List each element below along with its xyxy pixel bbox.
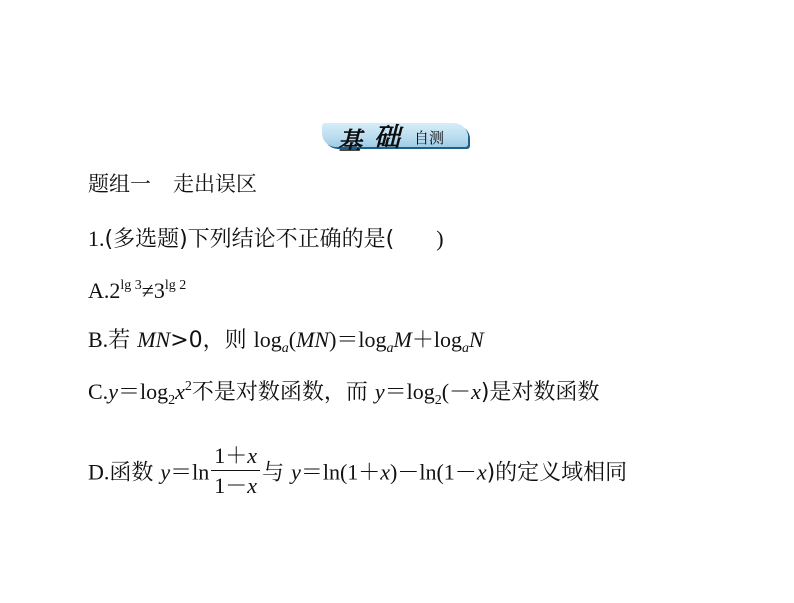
math-ln: )－ln(1－ bbox=[390, 459, 477, 485]
math-var: y bbox=[291, 459, 301, 485]
text: 与 bbox=[262, 460, 292, 486]
math-var: N bbox=[469, 327, 484, 352]
math-var: x bbox=[380, 459, 391, 485]
math-var: x bbox=[476, 459, 487, 485]
math-subscript: 2 bbox=[434, 393, 442, 408]
math-exponent: lg 3 bbox=[120, 278, 142, 293]
math-paren: ( bbox=[288, 327, 297, 352]
text: )是对数函数 bbox=[480, 380, 600, 405]
question-number: 1. bbox=[88, 226, 105, 251]
question-close: ) bbox=[436, 226, 444, 251]
text: >0，则 bbox=[170, 328, 254, 353]
text: 若 bbox=[108, 328, 138, 353]
math-ln: ＝ln(1＋ bbox=[300, 459, 381, 485]
badge-self-test: 自测 bbox=[414, 129, 445, 147]
text: 1＋ bbox=[214, 443, 248, 468]
badge-char-chu: 础 bbox=[374, 123, 401, 153]
heading-group: 题组一 bbox=[88, 172, 151, 196]
math-log: log bbox=[433, 327, 462, 352]
option-c bbox=[88, 380, 599, 408]
option-label: A. bbox=[88, 278, 110, 303]
question-type: (多选题) bbox=[104, 227, 188, 252]
math-log: log bbox=[253, 327, 282, 352]
text: )的定义域相同 bbox=[486, 460, 628, 486]
math-paren: (－ bbox=[441, 379, 472, 404]
math-var: MN bbox=[137, 327, 171, 352]
section-heading bbox=[88, 174, 257, 195]
option-d bbox=[88, 443, 628, 501]
math-log: ＝log bbox=[384, 379, 435, 404]
fraction bbox=[211, 444, 260, 497]
math-base: 3 bbox=[153, 278, 165, 303]
option-label: D. bbox=[88, 459, 110, 485]
math-ln: ＝ln bbox=[170, 459, 210, 485]
math-var: M bbox=[393, 327, 412, 352]
option-a bbox=[88, 279, 186, 302]
math-var: x bbox=[175, 379, 185, 404]
math-var: y bbox=[160, 459, 171, 485]
math-var: x bbox=[247, 473, 258, 499]
heading-title: 走出误区 bbox=[173, 172, 257, 196]
math-var: x bbox=[247, 443, 258, 468]
math-eq: )＝ bbox=[329, 327, 359, 352]
text: 1－ bbox=[214, 473, 248, 499]
math-exponent: lg 2 bbox=[164, 278, 187, 293]
fraction-numerator bbox=[211, 444, 260, 471]
option-label: B. bbox=[88, 327, 109, 352]
text: 函数 bbox=[109, 460, 161, 486]
math-subscript: a bbox=[462, 341, 469, 356]
math-var: MN bbox=[296, 327, 330, 352]
math-var: x bbox=[471, 379, 481, 404]
math-log: log bbox=[358, 327, 387, 352]
fraction-denominator bbox=[211, 471, 260, 497]
math-subscript: a bbox=[281, 341, 289, 356]
not-equal-sign: ≠ bbox=[141, 278, 154, 303]
option-label: C. bbox=[88, 379, 109, 404]
text: 不是对数函数，而 bbox=[191, 380, 375, 405]
math-plus: ＋ bbox=[411, 327, 434, 352]
math-log: ＝log bbox=[117, 379, 169, 404]
question-text: 下列结论不正确的是( bbox=[187, 227, 395, 252]
question-stem bbox=[88, 228, 444, 251]
math-var: y bbox=[374, 379, 385, 404]
math-subscript: 2 bbox=[168, 393, 176, 408]
math-var: y bbox=[108, 379, 118, 404]
section-badge bbox=[322, 117, 472, 155]
option-b bbox=[88, 329, 484, 356]
math-subscript: a bbox=[386, 341, 394, 356]
math-exponent: 2 bbox=[184, 379, 192, 394]
badge-char-ji: 基 bbox=[338, 127, 362, 155]
math-base: 2 bbox=[109, 278, 121, 303]
